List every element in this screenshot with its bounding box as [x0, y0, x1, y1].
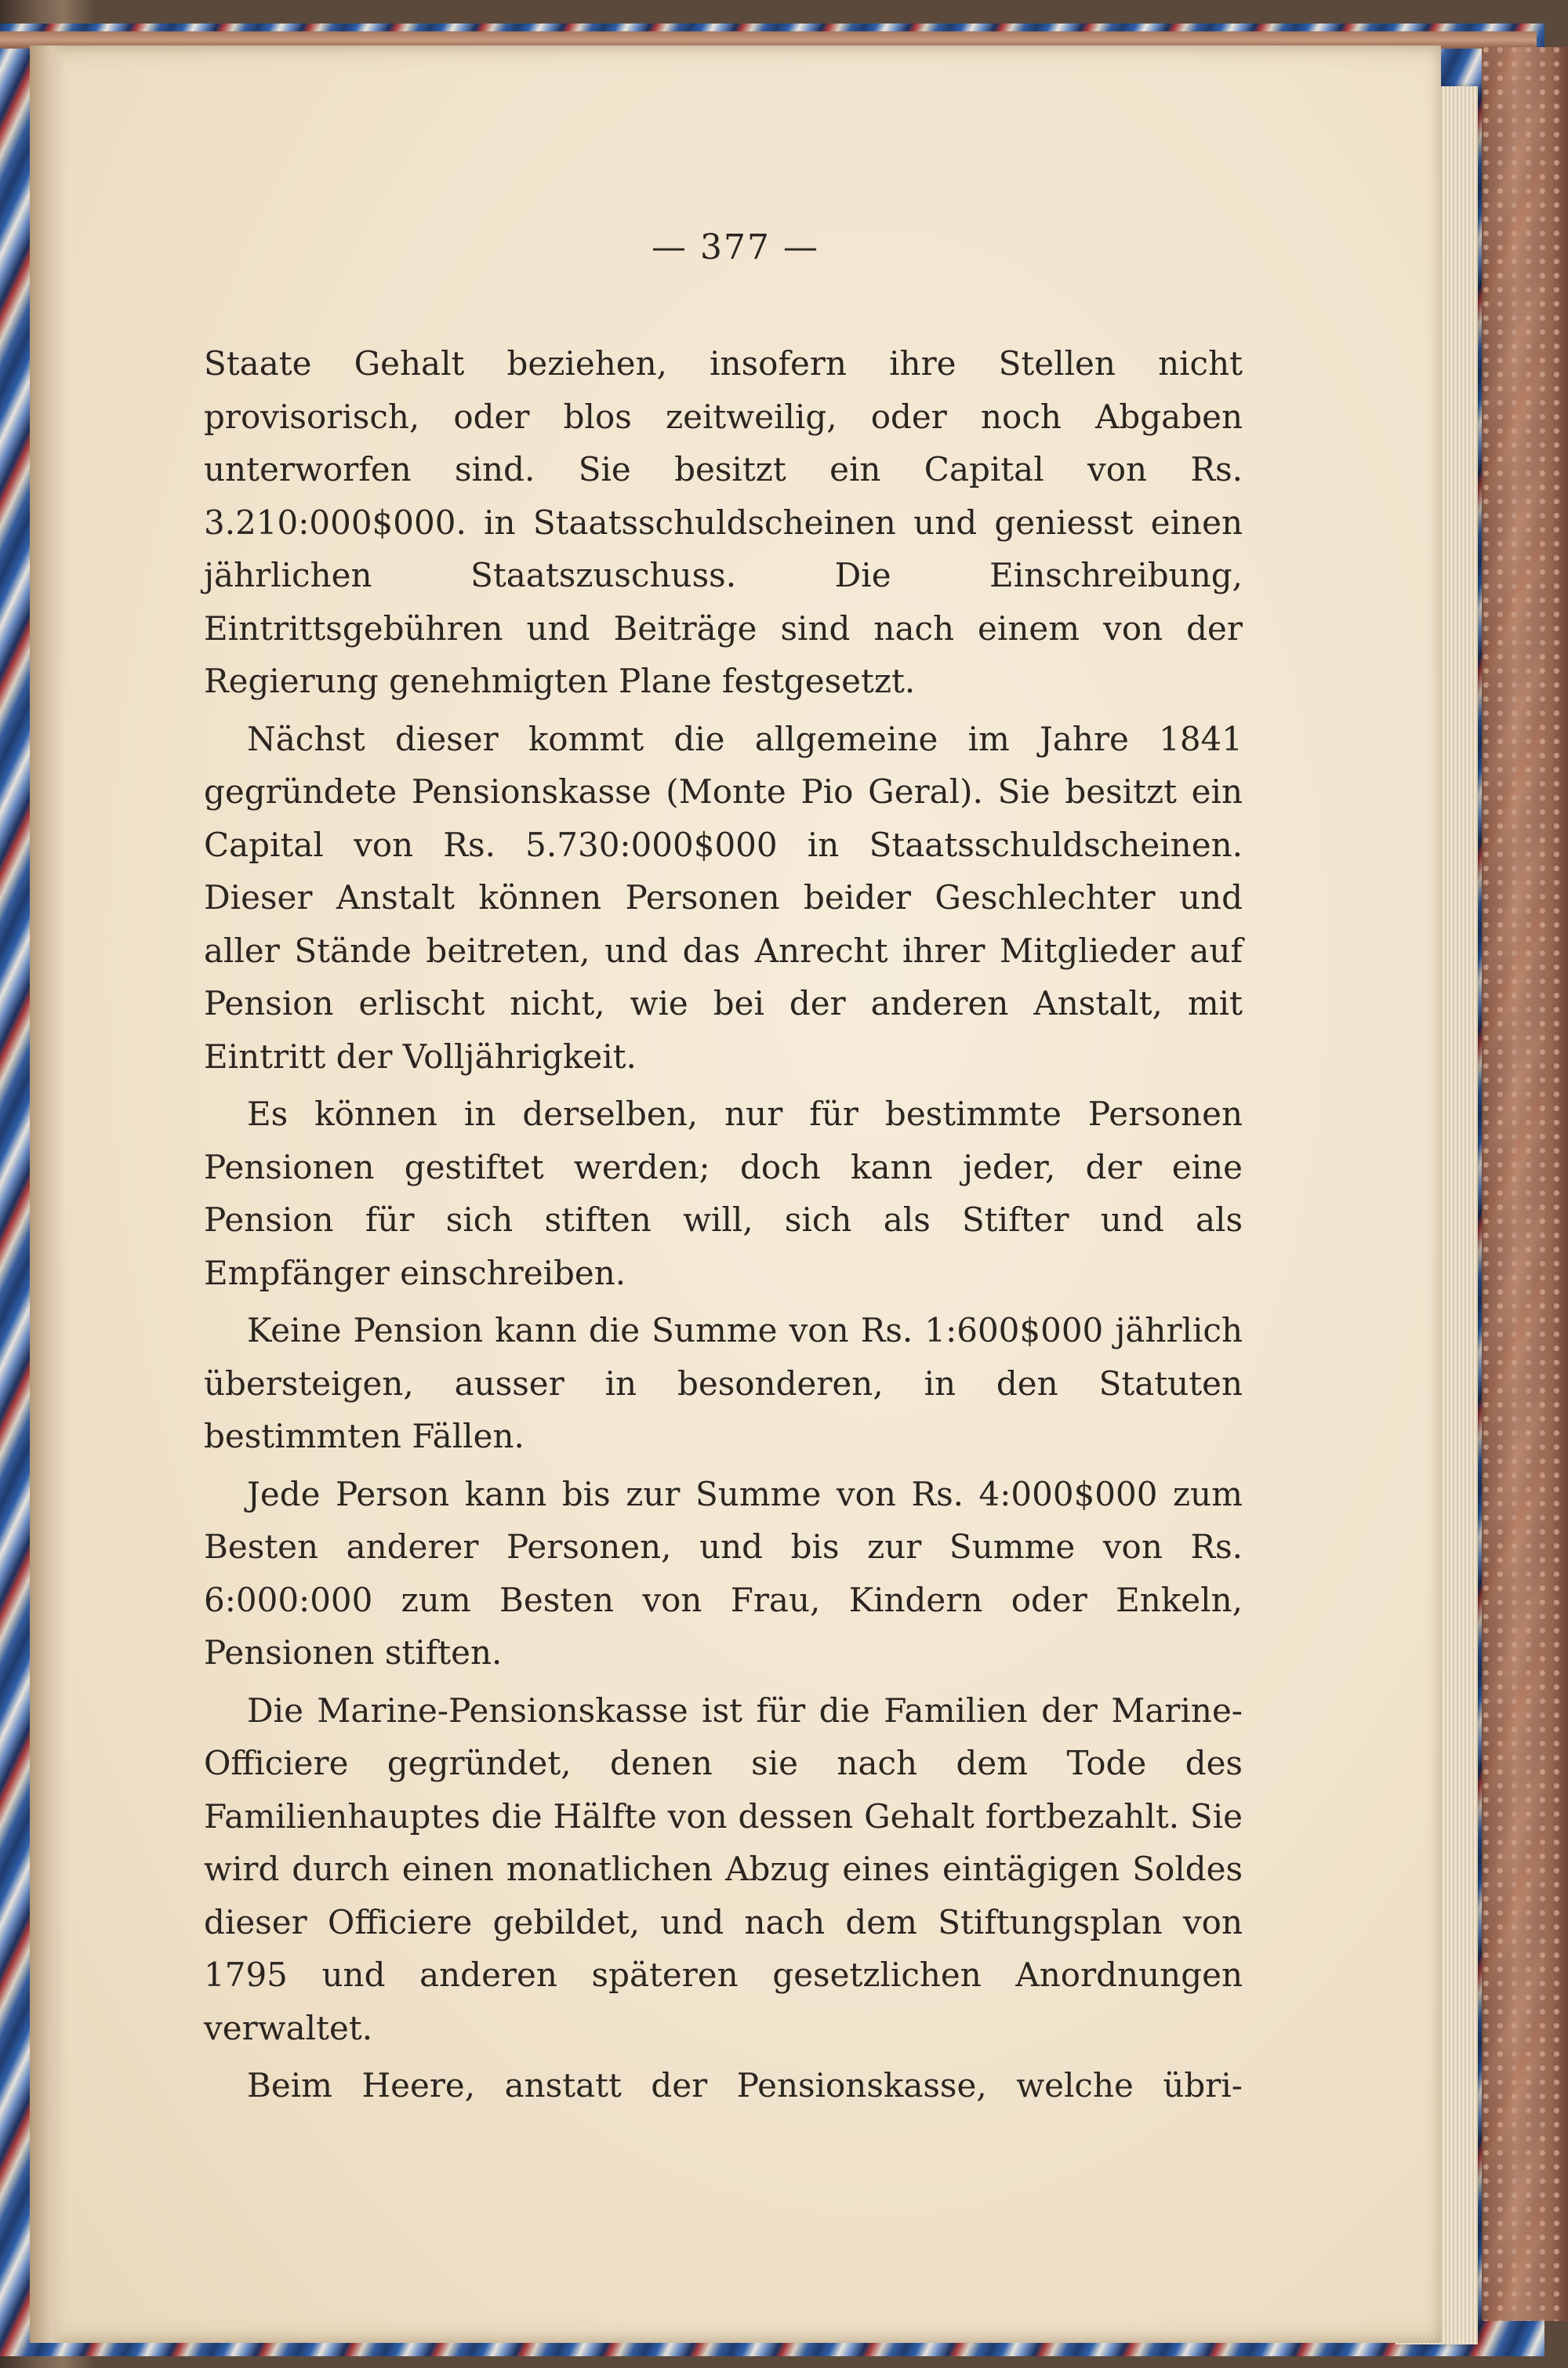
page-gutter — [30, 45, 66, 2343]
body-text — [204, 337, 1243, 2117]
paragraph-2: Nächst dieser kommt die allgemeine im Jahre 1841 gegründete Pensionskasse (Monte Pio Geral). Sie besitzt ein Capital von Rs. 5.730:000$000 in Staatsschuldscheinen. Dieser Anstalt können Personen beider Geschlechter und aller Stände beitreten, und das Anrecht ihrer Mitglieder auf Pension erlischt nicht, wie bei der anderen Anstalt, mit Eintritt der Volljährigkeit. — [204, 719, 1243, 1076]
paragraph-5: Jede Person kann bis zur Summe von Rs. 4:000$000 zum Besten anderer Personen, und bis zur Summe von Rs. 6:000:000 zum Besten von Frau, Kindern oder Enkeln, Pensionen stiften. — [204, 1474, 1243, 1672]
page-number: — 377 — — [652, 227, 819, 267]
paragraph-7: Beim Heere, anstatt der Pensionskasse, welche übri- — [247, 2066, 1243, 2105]
paragraph-4: Keine Pension kann die Summe von Rs. 1:600$000 jährlich übersteigen, ausser in besonderen, in den Statuten bestimmten Fällen. — [204, 1311, 1243, 1455]
paragraph-3: Es können in derselben, nur für bestimmte Personen Pensionen gestiftet werden; doch kann jeder, der eine Pension für sich stiften will, sich als Stifter und als Empfänger einschreiben. — [204, 1095, 1243, 1292]
leather-corner — [1482, 47, 1568, 2321]
paragraph-6: Die Marine-Pensionskasse ist für die Familien der Marine-Officiere gegründet, denen sie nach dem Tode des Familienhauptes die Hälfte von dessen Gehalt fortbezahlt. Sie wird durch einen monatlichen Abzug eines eintägigen Soldes dieser Officiere gebildet, und nach dem Stiftungsplan von 1795 und anderen späteren gesetzlichen Anordnungen verwaltet. — [204, 1691, 1243, 2047]
book-page — [30, 45, 1441, 2343]
paragraph-1: Staate Gehalt beziehen, insofern ihre Stellen nicht provisorisch, oder blos zeitweilig, oder noch Abgaben unterworfen sind. Sie besitzt ein Capital von Rs. 3.210:000$000. in Staatsschuldscheinen und geniesst einen jährlichen Staatszuschuss. Die Einschreibung, Eintrittsgebühren und Beiträge sind nach einem von der Regierung genehmigten Plane festgesetzt. — [204, 344, 1243, 700]
